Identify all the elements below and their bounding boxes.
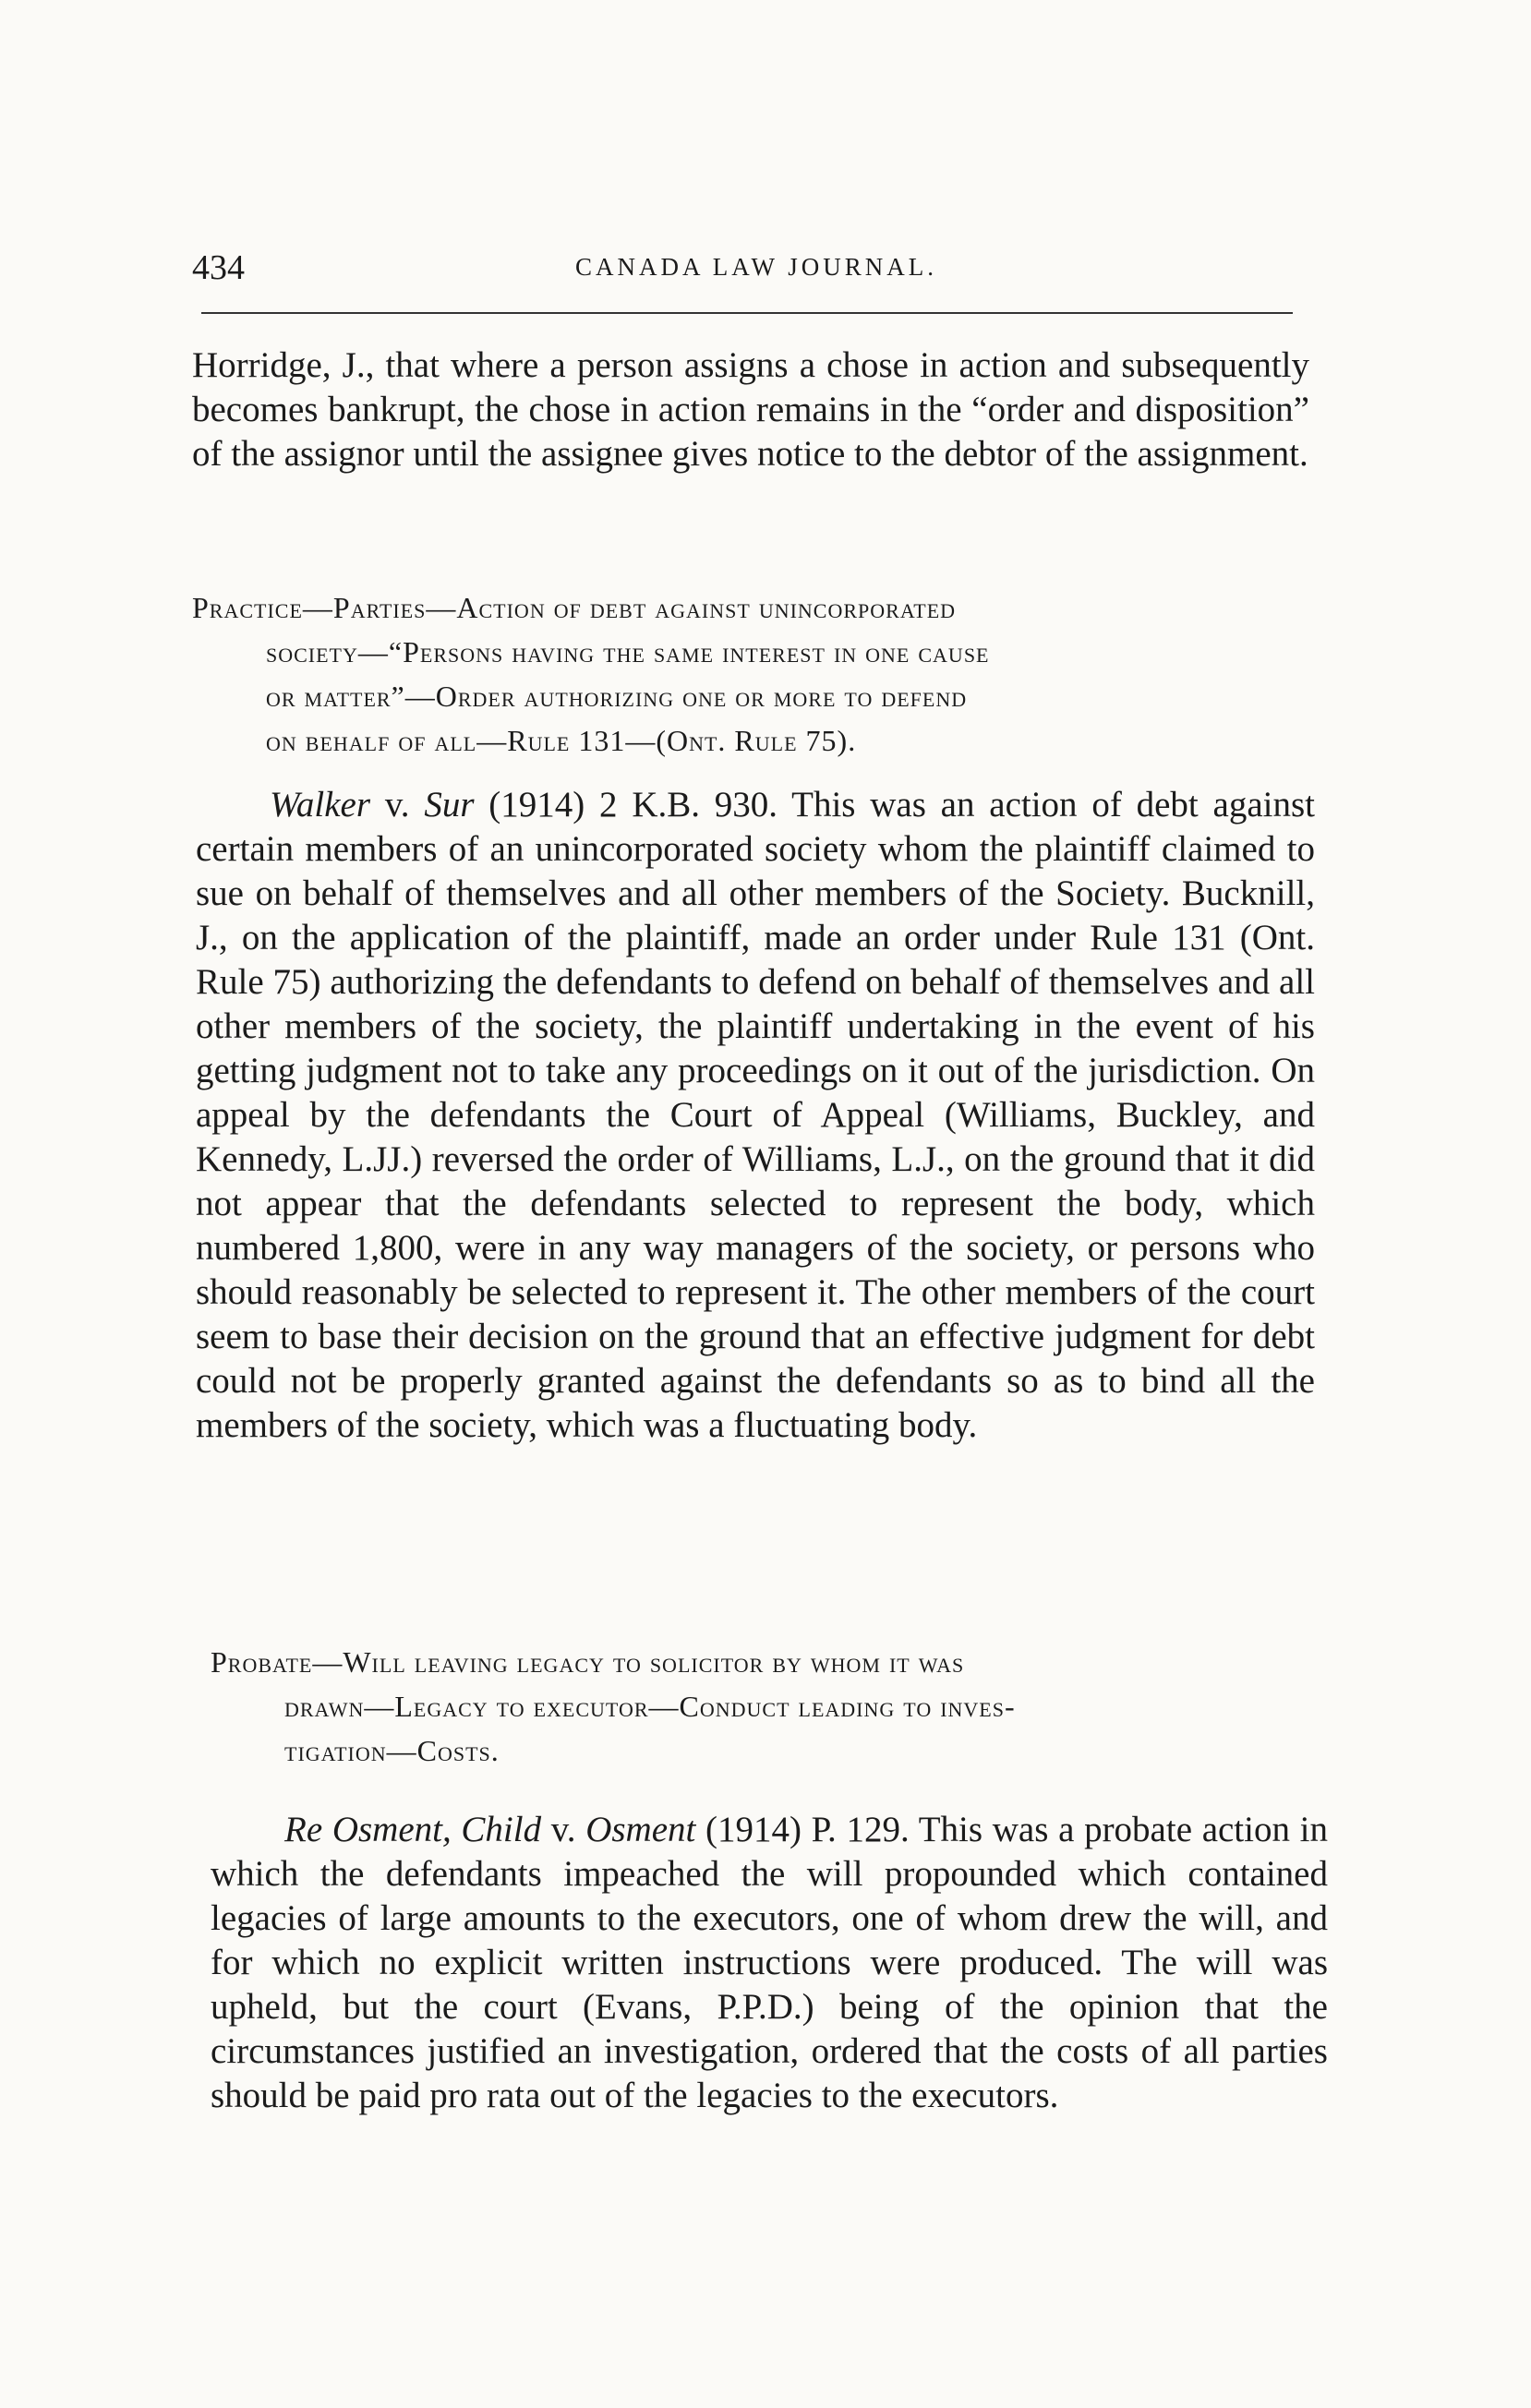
walker-case-body: (1914) 2 K.B. 930. This was an action of debt against certain members of an unincorporated society whom the plaintiff claimed to sue on behalf of themselves and all other members of the Society. Bucknill, J., on the application of the plaintiff, made an order under Rule 131 (Ont. Rule 75) authorizing the defendants to defend on behalf of themselves and all other members of the society, the plaintiff undertaking in the event of his getting judgment not to take any proceedings on it out of the jurisdiction. On appeal by the defendants the Court of Appeal (Williams, Buckley, and Kennedy, L.JJ.) reversed the order of Williams, L.J., on the ground that it did not appear that the defendants selected to represent the body, which numbered 1,800, were in any way managers of the society, or persons who should reasonably be selected to represent it. The other members of the court seem to base their decision on the ground that an effective judgment for debt could not be properly granted against the defendants so as to bind all the members of the society, which was a fluctuating body. (196, 785, 1315, 1445)
page-header (192, 247, 1320, 294)
osment-case-name-2: Osment (585, 1810, 696, 1849)
probate-heading-line-1: Probate—Will leaving legacy to solicitor by whom it was (211, 1645, 965, 1679)
walker-case-name: Walker (270, 785, 371, 825)
walker-versus: v. (370, 785, 425, 825)
osment-versus: v. (541, 1810, 586, 1849)
practice-heading-line-1: Practice—Parties—Action of debt against unincorporated (192, 591, 957, 624)
osment-case-name: Re Osment, Child (284, 1810, 542, 1849)
practice-heading (192, 585, 1319, 763)
walker-case-paragraph (196, 783, 1315, 1448)
osment-case-paragraph (211, 1808, 1328, 2118)
osment-case-body: (1914) P. 129. This was a probate action in which the defendants impeached the will propounded which contained legacies of large amounts to the executors, one of whom drew the will, and for which no explicit written instructions were produced. The will was upheld, but the court (Evans, P.P.D.) being of the opinion that the circumstances justified an investigation, ordered that the costs of all parties should be paid pro rata out of the legacies to the executors. (211, 1810, 1329, 2115)
running-head: CANADA LAW JOURNAL. (574, 253, 938, 281)
probate-heading-line-2: drawn—Legacy to executor—Conduct leading to inves- (284, 1690, 1016, 1723)
practice-heading-line-2: society—“Persons having the same interest in one cause (266, 635, 990, 668)
opening-paragraph: Horridge, J., that where a person assigns a chose in action and subsequently becomes bankrupt, the chose in action remains in the “order and disposition” of the assignor until the assignee gives notice to the debtor of the assignment. (192, 345, 1309, 474)
probate-heading (211, 1640, 1328, 1773)
practice-heading-line-4: on behalf of all—Rule 131—(Ont. Rule 75). (266, 724, 857, 757)
probate-heading-line-3: tigation—Costs. (284, 1734, 500, 1767)
walker-case-name-2: Sur (424, 785, 475, 825)
header-rule (201, 312, 1293, 314)
page-number: 434 (192, 248, 245, 287)
practice-heading-line-3: or matter”—Order authorizing one or more to defend (266, 680, 968, 713)
